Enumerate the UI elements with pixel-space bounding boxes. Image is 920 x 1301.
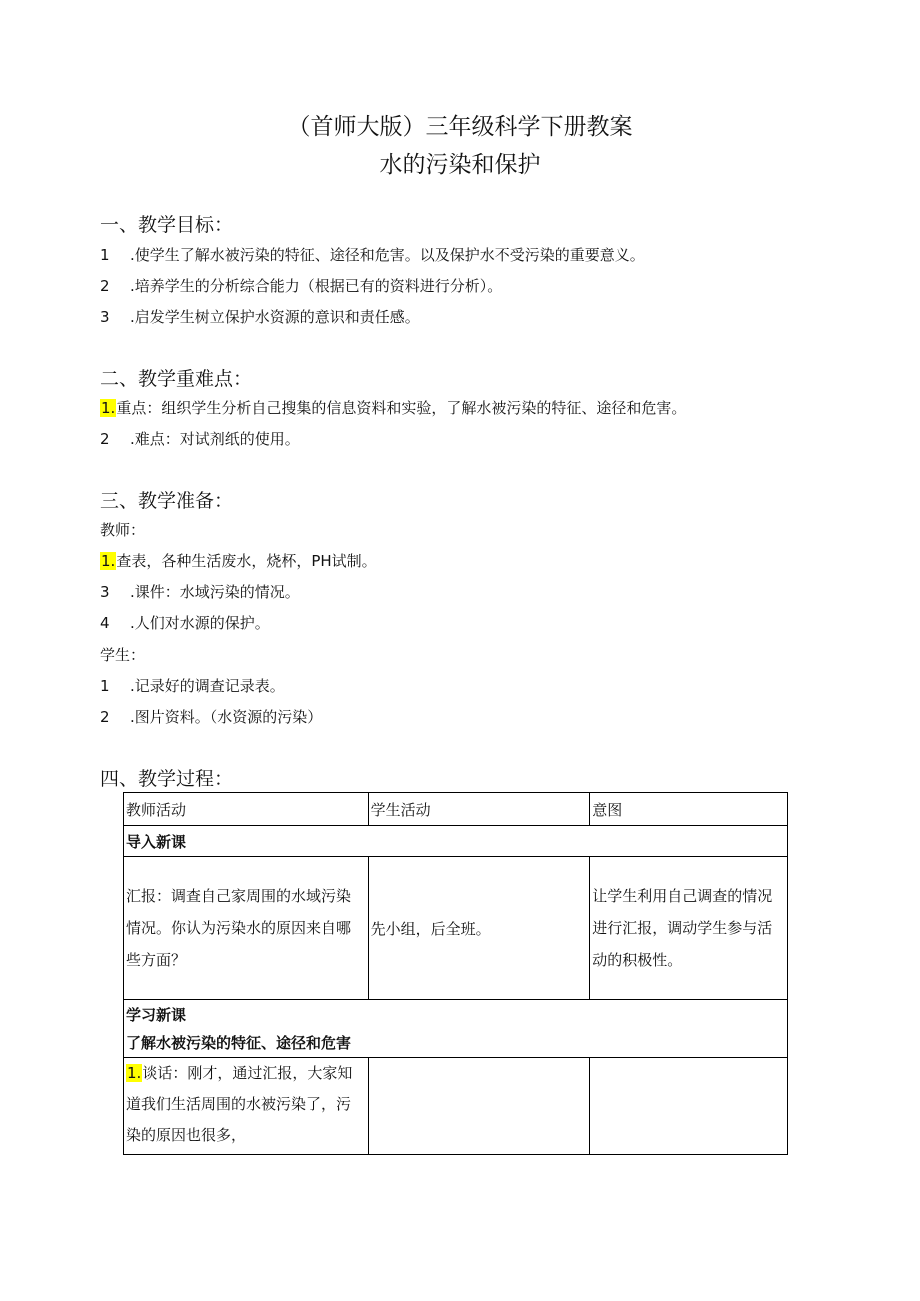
- preparation-item: [100, 706, 322, 727]
- section-heading-objectives: 一、教学目标：: [100, 214, 234, 236]
- preparation-item: [100, 612, 270, 633]
- objective-item: [100, 306, 420, 327]
- preparation-item: [100, 675, 285, 696]
- student-activity-cell: 先小组，后全班。: [368, 857, 590, 1000]
- document-title: （首师大版）三年级科学下册教案: [287, 114, 633, 140]
- item-number: 3: [100, 583, 110, 601]
- header-teacher-activity: 教师活动: [124, 793, 369, 826]
- item-text: .难点：对试剂纸的使用。: [130, 430, 300, 448]
- item-number: 3: [100, 308, 110, 326]
- teacher-activity-text: 谈话：刚才，通过汇报，大家知道我们生活周围的水被污染了，污染的原因也很多，: [126, 1064, 353, 1144]
- item-text: .使学生了解水被污染的特征、途径和危害。以及保护水不受污染的重要意义。: [130, 246, 645, 264]
- objective-item: [100, 244, 645, 265]
- section-row: [124, 826, 788, 857]
- section-title-intro: 导入新课: [124, 826, 788, 857]
- objective-item: [100, 275, 502, 296]
- key-point-item: [100, 428, 300, 449]
- item-number: 4: [100, 614, 110, 632]
- preparation-item: [100, 581, 300, 602]
- header-student-activity: 学生活动: [368, 793, 590, 826]
- table-row: [124, 1058, 788, 1155]
- item-text: 查表，各种生活废水，烧杯，PH试制。: [116, 552, 377, 570]
- header-intent: 意图: [590, 793, 788, 826]
- item-text: .人们对水源的保护。: [130, 614, 270, 632]
- section-heading-process: 四、教学过程：: [100, 768, 234, 790]
- item-number: 1: [100, 677, 110, 695]
- section-heading-key-points: 二、教学重难点：: [100, 368, 253, 390]
- teacher-activity-cell: [124, 1058, 369, 1155]
- section-subtitle-line: 了解水被污染的特征、途径和危害: [126, 1033, 352, 1052]
- item-text: .启发学生树立保护水资源的意识和责任感。: [130, 308, 420, 326]
- table-row: [124, 857, 788, 1000]
- highlighted-number: 1.: [127, 1064, 142, 1082]
- intent-cell: [590, 1058, 788, 1155]
- key-point-item: [100, 397, 686, 418]
- document-subtitle: 水的污染和保护: [379, 152, 541, 178]
- section-title-line: 学习新课: [126, 1005, 187, 1024]
- student-label: 学生：: [100, 646, 146, 664]
- highlighted-number: 1.: [101, 399, 116, 417]
- teacher-activity-cell: 汇报：调查自己家周围的水域污染情况。你认为污染水的原因来自哪些方面？: [124, 857, 369, 1000]
- item-text: .记录好的调查记录表。: [130, 677, 285, 695]
- item-number: 2: [100, 708, 110, 726]
- table-header-row: [124, 793, 788, 826]
- item-text: .课件：水域污染的情况。: [130, 583, 300, 601]
- preparation-item: [100, 550, 377, 571]
- item-number: 2: [100, 277, 110, 295]
- item-text: .图片资料。（水资源的污染）: [130, 708, 323, 726]
- item-text: 重点：组织学生分析自己搜集的信息资料和实验，了解水被污染的特征、途径和危害。: [116, 399, 687, 417]
- process-table: [123, 792, 788, 1155]
- section-heading-preparation: 三、教学准备：: [100, 490, 234, 512]
- item-text: .培养学生的分析综合能力（根据已有的资料进行分析）。: [130, 277, 503, 295]
- highlighted-number: 1.: [101, 552, 116, 570]
- section-title-new-lesson: [124, 1000, 788, 1058]
- section-row: [124, 1000, 788, 1058]
- teacher-label: 教师：: [100, 521, 146, 539]
- item-number: 2: [100, 430, 110, 448]
- student-activity-cell: [368, 1058, 590, 1155]
- intent-cell: 让学生利用自己调查的情况进行汇报，调动学生参与活动的积极性。: [590, 857, 788, 1000]
- item-number: 1: [100, 246, 110, 264]
